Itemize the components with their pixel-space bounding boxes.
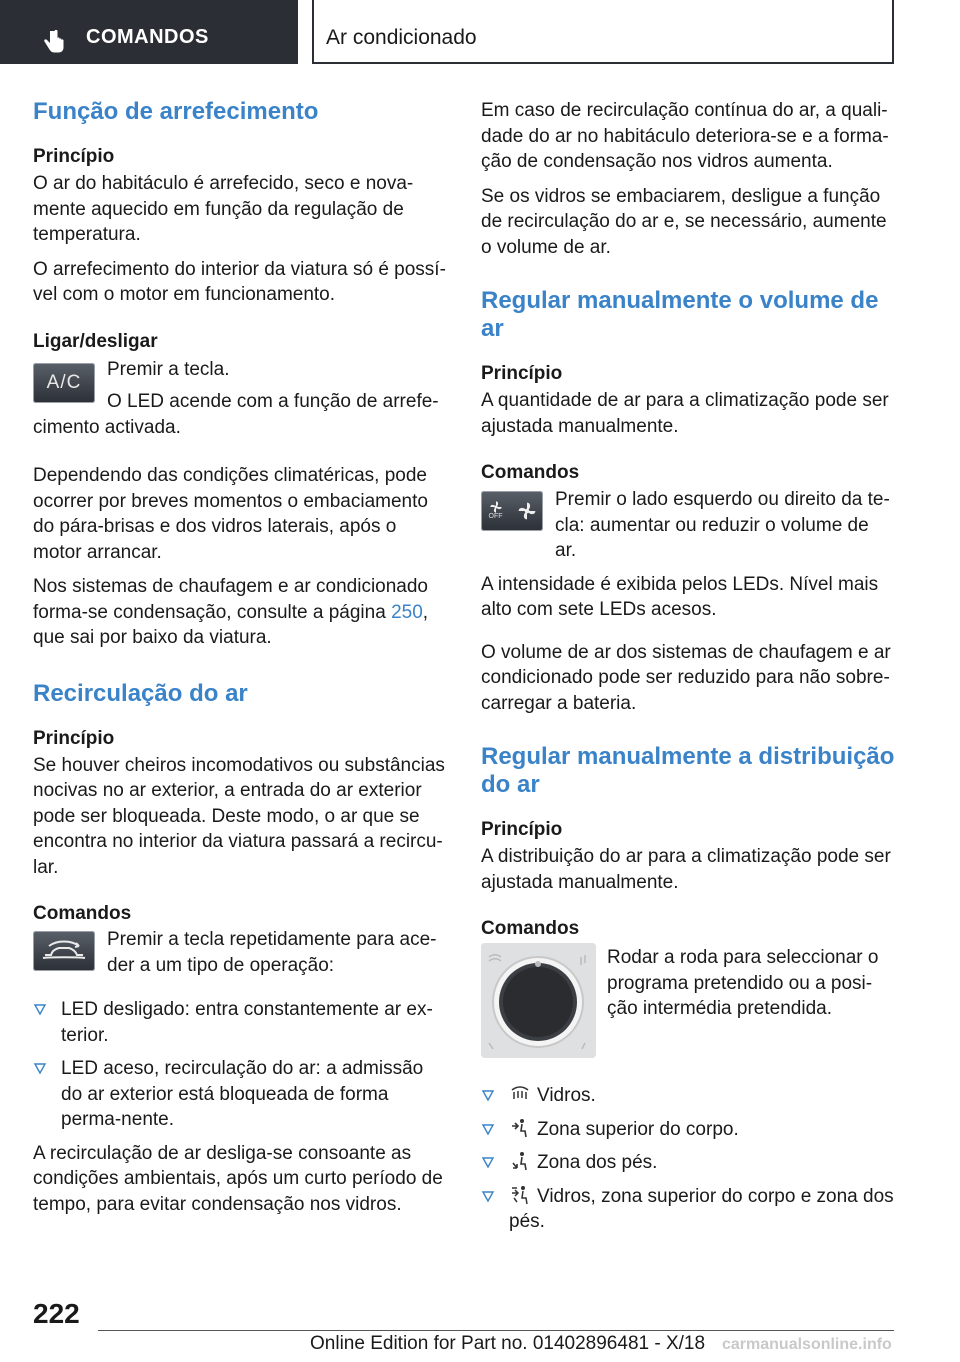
recirc-p1: Se houver cheiros incomodativos ou substâncias nocivas no ar exterior, a entrada do ar exterior pode ser bloqueada. Deste modo, o ar que se encontra no interior da viatura passará a recircu-lar. [33, 754, 445, 878]
footer-edition: Online Edition for Part no. 01402896481 - X/18 [310, 1333, 706, 1354]
triangle-bullet-icon [33, 1002, 47, 1016]
page-number: 222 [33, 1298, 80, 1329]
triangle-bullet-icon [481, 1189, 495, 1203]
list-item: LED aceso, recirculação do ar: a admissão do ar exterior está bloqueada de forma perma-nente. [33, 1056, 447, 1133]
chapter-title: COMANDOS [86, 26, 209, 48]
list-item: Zona superior do corpo. [481, 1117, 895, 1143]
hand-pointer-icon [40, 28, 68, 56]
windscreen-icon [509, 1084, 531, 1104]
list-item: Vidros, zona superior do corpo e zona dos pés. [481, 1184, 895, 1235]
fan-off-label: OFF [488, 513, 503, 520]
footer-divider [98, 1330, 894, 1331]
distribution-program-list [481, 1083, 895, 1235]
onoff-heading: Ligar/desligar [33, 330, 158, 352]
cooling-p4: Nos sistemas de chaufagem e ar condicionado forma-se condensação, consulte a página 250, que sai por baixo da viatura. [33, 576, 429, 648]
fan-press-text: Premir o lado esquerdo ou direito da te-cla: aumentar ou reduzir o volume de ar. [555, 489, 890, 561]
distribution-dial-image [481, 943, 596, 1058]
fan-large-icon [518, 502, 536, 520]
volume-p1: A quantidade de ar para a climatização pode ser ajustada manualmente. [481, 390, 889, 437]
volume-controls-heading: Comandos [481, 462, 580, 483]
car-recirculation-icon [41, 940, 87, 962]
cooling-principle-heading: Princípio [33, 146, 115, 167]
upper-body-icon [509, 1118, 531, 1138]
recirc-title: Recirculação do ar [33, 679, 248, 707]
recirc-cont-p2: Se os vidros se embaciarem, desligue a função de recirculação do ar e, se necessário, aumente o volume de ar. [481, 185, 887, 258]
fan-small-icon [490, 501, 502, 513]
recirc-press-text: Premir a tecla repetidamente para ace-der a um tipo de operação: [107, 929, 437, 976]
footwell-icon [509, 1151, 531, 1171]
triangle-bullet-icon [481, 1155, 495, 1169]
distribution-principle-heading: Princípio [481, 819, 563, 840]
section-tab [312, 0, 894, 64]
watermark: carmanualsonline.info [722, 1336, 892, 1353]
volume-p3: O volume de ar dos sistemas de chaufagem e ar condicionado pode ser reduzido para não sobre-carregar a bateria. [481, 641, 891, 714]
recirc-controls-heading: Comandos [33, 903, 132, 924]
ac-button-image [33, 363, 95, 403]
all-zones-icon [509, 1185, 531, 1205]
left-column [33, 98, 447, 1226]
ac-led-text-rest: cimento activada. [33, 416, 181, 438]
fan-button-image [481, 491, 543, 531]
list-item: Vidros. [481, 1083, 895, 1109]
cooling-title: Função de arrefecimento [33, 98, 319, 125]
page-header [0, 0, 960, 66]
list-item: Zona dos pés. [481, 1150, 895, 1176]
distribution-title: Regular manualmente a distribuição do ar [481, 743, 895, 798]
recirc-mode-list [33, 997, 447, 1133]
volume-p2: A intensidade é exibida pelos LEDs. Nível mais alto com sete LEDs acesos. [481, 573, 879, 620]
recirc-button-image [33, 931, 95, 971]
ac-led-text-first: O LED acende com a função de arrefe- [107, 391, 439, 412]
fan-button-row [481, 487, 895, 564]
cooling-p1: O ar do habitáculo é arrefecido, seco e nova-mente aquecido em função da regulação de temperatura. [33, 173, 414, 245]
page-link-250[interactable]: 250 [391, 601, 423, 623]
distribution-p1: A distribuição do ar para a climatização pode ser ajustada manualmente. [481, 846, 891, 893]
recirc-p2: A recirculação de ar desliga-se consoante as condições ambientais, após um curto período de tempo, para evitar condensação nos vidros. [33, 1142, 443, 1215]
triangle-bullet-icon [481, 1088, 495, 1102]
chapter-tab[interactable] [0, 0, 298, 64]
recirc-principle-heading: Princípio [33, 727, 115, 749]
recirc-button-row [33, 927, 447, 983]
dial-row [481, 943, 895, 1073]
volume-principle-heading: Princípio [481, 363, 563, 384]
dial-rotate-text: Rodar a roda para seleccionar o programa pretendido ou a posi-ção intermédia pretendida. [607, 947, 879, 1019]
section-title: Ar condicionado [326, 26, 477, 49]
triangle-bullet-icon [481, 1122, 495, 1136]
ac-button-label: A/C [46, 371, 82, 393]
triangle-bullet-icon [33, 1061, 47, 1075]
ac-button-row [33, 357, 447, 415]
distribution-dial-icon [481, 943, 596, 1058]
recirc-cont-p1: Em caso de recirculação contínua do ar, a quali-dade do ar no habitáculo deteriora-se e a forma-ção de condensação nos vidros aumenta. [481, 100, 889, 172]
list-item: LED desligado: entra constantemente ar ex-terior. [33, 997, 447, 1048]
right-column [481, 98, 895, 1243]
distribution-controls-heading: Comandos [481, 918, 580, 939]
cooling-p3: Dependendo das condições climatéricas, pode ocorrer por breves momentos o embaciamento do pára-brisas e dos vidros laterais, após o motor arrancar. [33, 465, 428, 563]
cooling-p2: O arrefecimento do interior da viatura só é possí-vel com o motor em funcionamento. [33, 258, 446, 305]
volume-title: Regular manualmente o volume de ar [481, 287, 879, 342]
ac-press-text: Premir a tecla. [107, 358, 230, 380]
